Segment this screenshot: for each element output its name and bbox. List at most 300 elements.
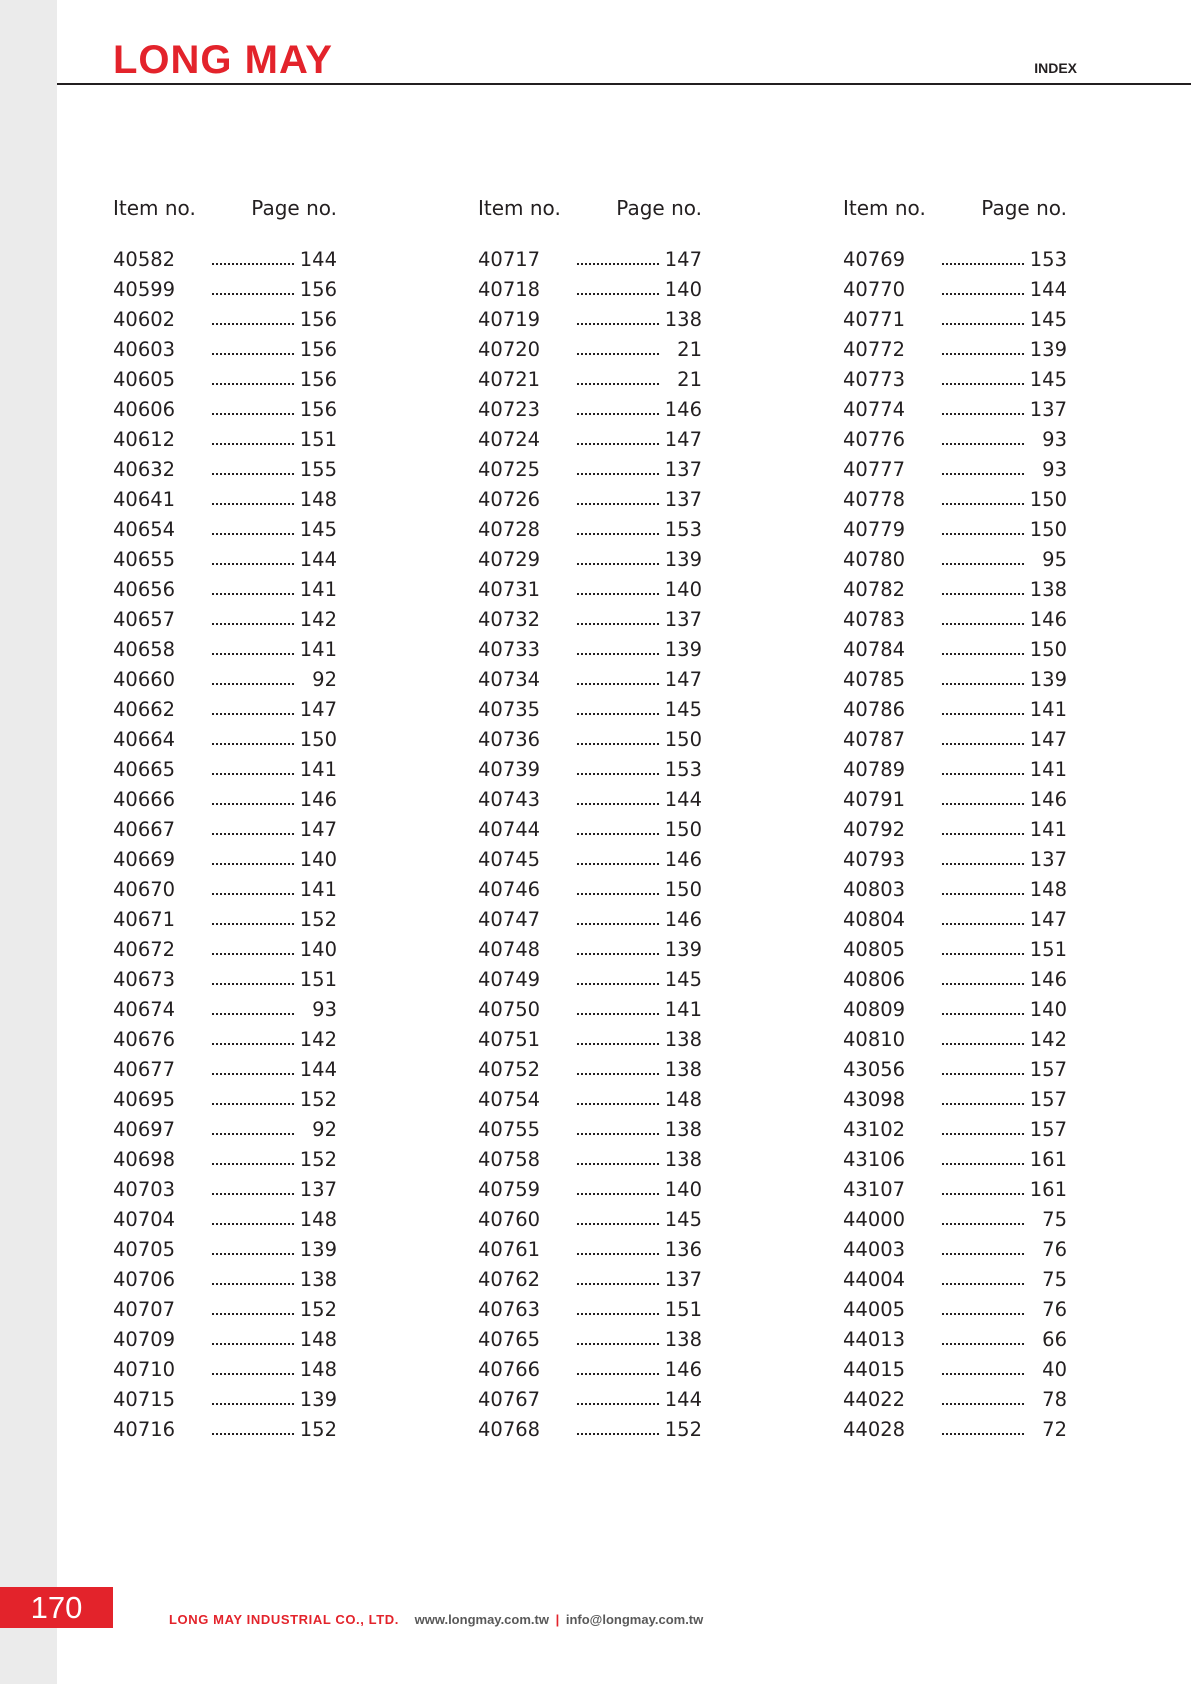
page-number: 141 [299,758,337,781]
item-number: 40606 [113,398,176,421]
index-row [478,755,702,785]
page-number: 138 [299,1268,337,1291]
item-number: 40789 [843,758,906,781]
page-no-heading: Page no. [251,196,337,220]
page-number: 151 [299,428,337,451]
dot-leader [942,923,1024,925]
item-number: 40783 [843,608,906,631]
item-number: 40603 [113,338,176,361]
index-row [843,905,1067,935]
item-number: 40736 [478,728,541,751]
index-row [843,1325,1067,1355]
item-number: 43056 [843,1058,906,1081]
dot-leader [577,593,659,595]
page-number: 144 [1029,278,1067,301]
item-number: 40784 [843,638,906,661]
dot-leader [942,1343,1024,1345]
dot-leader [212,593,294,595]
item-number: 44028 [843,1418,906,1441]
dot-leader [212,683,294,685]
index-row [478,1265,702,1295]
index-row [113,1085,337,1115]
page-number: 139 [664,638,702,661]
dot-leader [577,443,659,445]
page-number: 137 [664,1268,702,1291]
page-number: 76 [1042,1298,1067,1321]
dot-leader [942,803,1024,805]
page-number: 146 [299,788,337,811]
index-row [843,1265,1067,1295]
item-number: 40658 [113,638,176,661]
item-number: 40582 [113,248,176,271]
index-row [113,1295,337,1325]
item-number: 40765 [478,1328,541,1351]
index-row [113,275,337,305]
index-row [113,515,337,545]
page-number: 150 [1029,518,1067,541]
column-header [113,194,337,222]
index-row [478,1085,702,1115]
page-number: 153 [664,758,702,781]
dot-leader [577,503,659,505]
dot-leader [212,743,294,745]
footer-website-link[interactable]: www.longmay.com.tw [414,1612,549,1627]
dot-leader [942,1043,1024,1045]
item-number: 40697 [113,1118,176,1141]
index-row [113,635,337,665]
index-row [843,1055,1067,1085]
dot-leader [577,683,659,685]
index-row [113,785,337,815]
item-number: 40768 [478,1418,541,1441]
item-number: 40717 [478,248,541,271]
item-number: 40725 [478,458,541,481]
dot-leader [212,473,294,475]
item-number: 40703 [113,1178,176,1201]
index-row [113,1055,337,1085]
item-number: 40792 [843,818,906,841]
dot-leader [942,1193,1024,1195]
dot-leader [942,263,1024,265]
page-number: 138 [664,308,702,331]
page-number: 161 [1029,1178,1067,1201]
page-number: 137 [664,608,702,631]
dot-leader [577,1343,659,1345]
page-number: 138 [664,1328,702,1351]
index-column-2 [478,194,702,1441]
item-number: 40766 [478,1358,541,1381]
item-number: 40774 [843,398,906,421]
page-number: 152 [664,1418,702,1441]
index-row [113,1175,337,1205]
index-row [478,1385,702,1415]
page-number: 161 [1029,1148,1067,1171]
item-number: 40671 [113,908,176,931]
item-number: 40602 [113,308,176,331]
dot-leader [577,863,659,865]
item-number: 40612 [113,428,176,451]
page-number: 146 [664,1358,702,1381]
dot-leader [577,263,659,265]
page-number: 152 [299,1088,337,1111]
dot-leader [577,563,659,565]
index-row [843,875,1067,905]
index-row [478,665,702,695]
page-number: 141 [299,638,337,661]
page-number: 139 [299,1238,337,1261]
dot-leader [942,983,1024,985]
dot-leader [577,413,659,415]
item-number: 40731 [478,578,541,601]
index-row [113,845,337,875]
page-number: 147 [1029,728,1067,751]
page-number: 144 [299,1058,337,1081]
item-number: 40810 [843,1028,906,1051]
index-row [843,1205,1067,1235]
index-row [113,965,337,995]
page-number: 140 [664,278,702,301]
item-number: 40770 [843,278,906,301]
item-number: 40803 [843,878,906,901]
index-row [843,275,1067,305]
dot-leader [212,1433,294,1435]
index-row [478,1355,702,1385]
item-number: 40677 [113,1058,176,1081]
dot-leader [212,983,294,985]
page-number: 148 [299,1328,337,1351]
page-number: 137 [1029,848,1067,871]
dot-leader [577,893,659,895]
dot-leader [577,1043,659,1045]
dot-leader [577,743,659,745]
item-number: 40726 [478,488,541,511]
dot-leader [942,1013,1024,1015]
index-row [843,245,1067,275]
item-number: 40782 [843,578,906,601]
dot-leader [577,833,659,835]
index-row [478,1325,702,1355]
item-number: 40748 [478,938,541,961]
page-number: 145 [1029,368,1067,391]
index-row [113,575,337,605]
dot-leader [212,1343,294,1345]
footer [169,1612,703,1628]
page-number: 147 [664,248,702,271]
page-number: 40 [1042,1358,1067,1381]
index-row [113,305,337,335]
index-row [113,1325,337,1355]
item-number: 40749 [478,968,541,991]
item-number: 40724 [478,428,541,451]
dot-leader [942,1133,1024,1135]
page-number: 147 [664,428,702,451]
index-row [843,1085,1067,1115]
page-number: 146 [664,908,702,931]
dot-leader [212,773,294,775]
index-row [113,485,337,515]
item-number: 40793 [843,848,906,871]
item-number: 40729 [478,548,541,571]
page-number: 139 [1029,338,1067,361]
page-number: 152 [299,1148,337,1171]
dot-leader [212,383,294,385]
index-row [478,695,702,725]
item-number: 40754 [478,1088,541,1111]
page-number: 138 [664,1058,702,1081]
dot-leader [212,833,294,835]
dot-leader [942,1253,1024,1255]
index-row [843,1175,1067,1205]
index-row [478,1055,702,1085]
dot-leader [942,653,1024,655]
page-number: 157 [1029,1058,1067,1081]
item-number: 40719 [478,308,541,331]
item-number: 40705 [113,1238,176,1261]
index-row [113,1265,337,1295]
dot-leader [942,1073,1024,1075]
index-rows [843,245,1067,1445]
page-number: 137 [1029,398,1067,421]
page-number: 157 [1029,1088,1067,1111]
index-row [113,665,337,695]
page-number: 147 [299,698,337,721]
index-row [113,1025,337,1055]
page-number: 140 [664,1178,702,1201]
index-row [478,605,702,635]
item-number: 40752 [478,1058,541,1081]
index-row [478,965,702,995]
page-number: 144 [299,248,337,271]
page-number: 155 [299,458,337,481]
page-number: 138 [1029,578,1067,601]
page-number: 78 [1042,1388,1067,1411]
index-row [478,1205,702,1235]
dot-leader [212,263,294,265]
dot-leader [212,563,294,565]
dot-leader [212,1283,294,1285]
page-number: 146 [1029,968,1067,991]
dot-leader [212,1313,294,1315]
index-row [478,635,702,665]
dot-leader [942,863,1024,865]
item-number: 40776 [843,428,906,451]
page-number: 151 [664,1298,702,1321]
page-number: 146 [1029,788,1067,811]
dot-leader [212,1103,294,1105]
index-row [843,365,1067,395]
index-row [478,905,702,935]
item-number: 40657 [113,608,176,631]
page-number: 92 [312,668,337,691]
left-margin-band [0,0,57,1684]
page-number: 145 [664,1208,702,1231]
index-row [478,335,702,365]
index-row [843,665,1067,695]
index-row [843,455,1067,485]
index-row [113,545,337,575]
dot-leader [212,1043,294,1045]
dot-leader [577,653,659,655]
item-number: 40773 [843,368,906,391]
index-row [843,1115,1067,1145]
dot-leader [577,803,659,805]
item-number: 40698 [113,1148,176,1171]
dot-leader [942,623,1024,625]
index-row [478,275,702,305]
dot-leader [577,1313,659,1315]
dot-leader [212,803,294,805]
item-number: 43106 [843,1148,906,1171]
dot-leader [212,653,294,655]
index-row [843,785,1067,815]
page-number: 139 [1029,668,1067,691]
page-number: 140 [1029,998,1067,1021]
dot-leader [942,773,1024,775]
dot-leader [577,1253,659,1255]
index-row [113,995,337,1025]
item-number: 40739 [478,758,541,781]
dot-leader [942,1433,1024,1435]
page-number: 146 [1029,608,1067,631]
item-number: 40762 [478,1268,541,1291]
page-number: 141 [299,578,337,601]
index-row [478,305,702,335]
page-number: 150 [1029,638,1067,661]
page-number: 150 [1029,488,1067,511]
item-number: 40669 [113,848,176,871]
footer-email-link[interactable]: info@longmay.com.tw [565,1612,704,1627]
page-number: 141 [664,998,702,1021]
item-number: 40720 [478,338,541,361]
index-row [478,815,702,845]
item-number: 40665 [113,758,176,781]
page-number: 76 [1042,1238,1067,1261]
index-row [478,1295,702,1325]
index-row [843,545,1067,575]
page-number: 138 [664,1118,702,1141]
dot-leader [577,1223,659,1225]
page-number: 141 [1029,698,1067,721]
index-row [843,995,1067,1025]
dot-leader [212,623,294,625]
page-number: 138 [664,1148,702,1171]
index-row [113,395,337,425]
page-number: 142 [299,1028,337,1051]
page-number: 156 [299,398,337,421]
page-number: 151 [1029,938,1067,961]
dot-leader [942,323,1024,325]
index-column-1 [113,194,337,1441]
dot-leader [212,1013,294,1015]
dot-leader [577,1283,659,1285]
index-row [843,1235,1067,1265]
item-number: 40672 [113,938,176,961]
index-rows [113,245,337,1445]
item-number: 40750 [478,998,541,1021]
dot-leader [577,623,659,625]
page-number: 156 [299,278,337,301]
index-row [113,1145,337,1175]
item-number: 40632 [113,458,176,481]
dot-leader [577,1133,659,1135]
index-row [478,995,702,1025]
page-number: 137 [664,488,702,511]
dot-leader [942,1283,1024,1285]
page-number: 148 [1029,878,1067,901]
index-row [843,845,1067,875]
index-row [843,425,1067,455]
item-number: 40718 [478,278,541,301]
dot-leader [212,353,294,355]
page-number: 156 [299,308,337,331]
item-number: 40641 [113,488,176,511]
item-number: 40743 [478,788,541,811]
dot-leader [212,893,294,895]
dot-leader [577,1073,659,1075]
index-row [113,335,337,365]
item-number: 40758 [478,1148,541,1171]
item-number: 40709 [113,1328,176,1351]
dot-leader [942,953,1024,955]
item-number: 40785 [843,668,906,691]
page-number: 147 [664,668,702,691]
item-number: 40760 [478,1208,541,1231]
footer-company-name: LONG MAY INDUSTRIAL CO., LTD. [169,1612,399,1627]
dot-leader [212,413,294,415]
page-number: 146 [664,398,702,421]
item-number: 40667 [113,818,176,841]
page-number: 148 [664,1088,702,1111]
page-number: 147 [1029,908,1067,931]
item-number: 40761 [478,1238,541,1261]
dot-leader [577,923,659,925]
dot-leader [577,1373,659,1375]
index-row [843,1415,1067,1445]
item-number: 40706 [113,1268,176,1291]
index-row [478,935,702,965]
index-row [478,785,702,815]
index-row [843,635,1067,665]
dot-leader [577,473,659,475]
item-number: 44022 [843,1388,906,1411]
dot-leader [942,1103,1024,1105]
index-row [843,1355,1067,1385]
page-number: 148 [299,1358,337,1381]
dot-leader [212,1133,294,1135]
page-number: 150 [664,818,702,841]
index-row [843,1385,1067,1415]
dot-leader [942,473,1024,475]
item-number: 40791 [843,788,906,811]
item-number: 40710 [113,1358,176,1381]
index-row [113,1355,337,1385]
dot-leader [212,1073,294,1075]
index-row [478,1175,702,1205]
item-number: 44015 [843,1358,906,1381]
item-number: 40673 [113,968,176,991]
item-number: 40779 [843,518,906,541]
dot-leader [212,953,294,955]
index-row [113,245,337,275]
index-row [113,725,337,755]
page-number: 152 [299,1418,337,1441]
item-number: 40780 [843,548,906,571]
item-number: 40707 [113,1298,176,1321]
index-row [113,935,337,965]
page-number: 152 [299,908,337,931]
item-number: 40734 [478,668,541,691]
page-number: 66 [1042,1328,1067,1351]
